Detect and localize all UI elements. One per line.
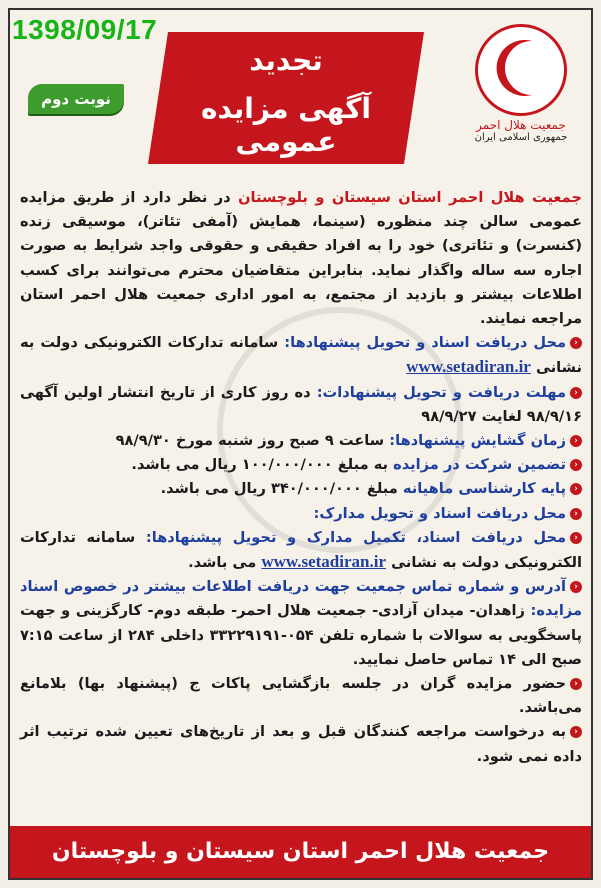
- bullet-icon: ‹: [570, 459, 582, 471]
- setadiran-link[interactable]: www.setadiran.ir: [406, 357, 531, 377]
- bullet-icon: ‹: [570, 435, 582, 447]
- setadiran-link[interactable]: www.setadiran.ir: [261, 552, 387, 572]
- list-item: [20, 720, 582, 768]
- item-label: آدرس و شماره تماس جمعیت جهت دریافت اطلاعات بیشتر در خصوص اسناد مزایده:: [20, 578, 582, 620]
- list-item: [20, 672, 582, 720]
- publish-date: 1398/09/17: [12, 14, 158, 45]
- item-text: به درخواست مراجعه کنندگان قبل و بعد از تاریخ‌های تعیین شده ترتیب اثر داده نمی شود.: [20, 723, 582, 765]
- bullet-icon: ‹: [570, 387, 582, 399]
- item-label: محل دریافت اسناد، تکمیل مدارک و تحویل پیشنهادها:: [145, 528, 566, 546]
- item-suffix: می باشد.: [188, 554, 257, 572]
- banner-title-renewal: تجدید: [249, 44, 323, 77]
- item-text: حضور مزایده گران در جلسه بازگشایی پاکات ج (پیشنهاد بها) بلامانع می‌باشد.: [20, 675, 582, 717]
- second-round-badge: نوبت دوم: [28, 84, 124, 114]
- bullet-icon: ‹: [570, 678, 582, 690]
- item-label: محل دریافت اسناد و تحویل پیشنهادها:: [284, 334, 566, 352]
- ad-body: [20, 186, 582, 769]
- item-label: محل دریافت اسناد و تحویل مدارک:: [313, 504, 566, 522]
- logo-org-name: جمعیت هلال احمر: [476, 118, 566, 132]
- item-label: مهلت دریافت و تحویل پیشنهادات:: [316, 383, 566, 401]
- bullet-icon: ‹: [570, 508, 582, 520]
- list-item: [20, 453, 582, 477]
- item-label: زمان گشایش پیشنهادها:: [389, 432, 566, 450]
- list-item: [20, 526, 582, 575]
- item-label: پایه کارشناسی ماهیانه: [402, 480, 566, 498]
- banner-title-auction: آگهی مزایده عمومی: [200, 92, 371, 158]
- bullet-icon: ‹: [570, 581, 582, 593]
- item-text: سامانه تدارکات الکترونیکی دولت به نشانی: [20, 334, 582, 377]
- logo-country-name: جمهوری اسلامی ایران: [474, 132, 568, 143]
- list-item: [20, 477, 582, 501]
- bullet-icon: ‹: [570, 337, 582, 349]
- item-text: مبلغ ۳۴۰/۰۰۰/۰۰۰ ریال می باشد.: [160, 480, 398, 498]
- intro-text: در نظر دارد از طریق مزایده عمومی سالن چند منظوره (سینما، همایش (آمفی تئاتر)، موسیقی زنده (کنسرت) و تئاتری) خود را به افراد حقیقی و حقوقی واجد شرایط به صورت اجاره سه ساله واگذار نماید. بنابراین متقاضیان محترم می‌توانند برای کسب اطلاعات بیشتر و بازدید از مجتمع، به امور اداری جمعیت هلال احمر استان مراجعه نمایند.: [20, 189, 582, 328]
- crescent-emblem: [475, 24, 567, 116]
- item-label: تضمین شرکت در مزایده: [393, 456, 566, 474]
- item-text: به مبلغ ۱۰۰/۰۰۰/۰۰۰ ریال می باشد.: [131, 456, 389, 474]
- item-text: ساعت ۹ صبح روز شنبه مورخ ۹۸/۹/۳۰: [115, 432, 385, 450]
- bullet-icon: ‹: [570, 726, 582, 738]
- item-text: ده روز کاری از تاریخ انتشار اولین آگهی ۹۸/۹/۱۶ لغایت ۹۸/۹/۲۷: [20, 383, 582, 425]
- red-crescent-logo: [461, 24, 581, 143]
- item-text: سامانه تدارکات الکترونیکی دولت به نشانی: [20, 528, 582, 572]
- list-item: [20, 381, 582, 429]
- crescent-icon: [492, 37, 548, 99]
- bullet-icon: ‹: [570, 532, 582, 544]
- list-item: [20, 429, 582, 453]
- bullet-icon: ‹: [570, 483, 582, 495]
- list-item: [20, 331, 582, 380]
- footer-org-name: جمعیت هلال احمر استان سیستان و بلوچستان: [10, 826, 591, 878]
- list-item: [20, 575, 582, 672]
- item-text: زاهدان- میدان آزادی- جمعیت هلال احمر- طبقه دوم- کارگزینی و جهت پاسخگویی به سوالات با شماره تلفن ۰۵۴-۳۳۲۲۹۱۹۱ داخلی ۲۸۴ از ساعت ۷:۱۵ صبح الی ۱۴ تماس حاصل نمایید.: [20, 602, 582, 668]
- title-banner: [148, 32, 424, 164]
- list-item: [20, 502, 582, 526]
- intro-paragraph: [20, 186, 582, 331]
- intro-org: جمعیت هلال احمر استان سیستان و بلوچستان: [238, 189, 582, 206]
